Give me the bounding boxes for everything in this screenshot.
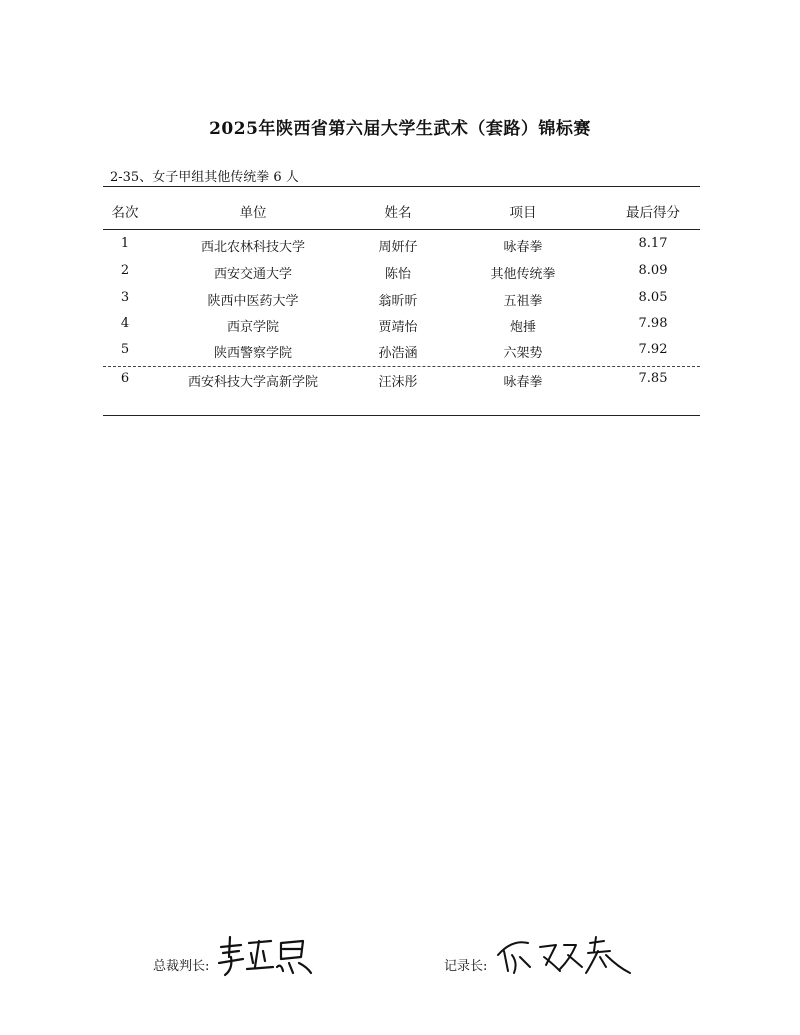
row-unit: 陕西警察学院 bbox=[213, 346, 293, 361]
row-rank: 5 bbox=[120, 342, 130, 357]
row-name: 翁昕昕 bbox=[378, 294, 418, 309]
row-unit: 陕西中医药大学 bbox=[207, 294, 299, 309]
row-rank: 3 bbox=[120, 290, 130, 305]
row-item: 炮捶 bbox=[509, 320, 537, 335]
row-item: 其他传统拳 bbox=[490, 267, 556, 282]
row-score: 8.17 bbox=[638, 236, 668, 251]
qualification-divider bbox=[103, 366, 700, 367]
row-item: 咏春拳 bbox=[503, 375, 543, 390]
row-rank: 2 bbox=[120, 263, 130, 278]
page-title: 2025年陕西省第六届大学生武术（套路）锦标赛 bbox=[209, 119, 591, 139]
recorder-label: 记录长: bbox=[444, 959, 488, 974]
table-row bbox=[103, 290, 700, 310]
table-top-rule bbox=[103, 186, 700, 187]
event-title: 2-35、女子甲组其他传统拳 6 人 bbox=[110, 170, 299, 185]
row-rank: 1 bbox=[120, 236, 130, 251]
header-item: 项目 bbox=[509, 205, 537, 221]
chief-referee-signature bbox=[215, 933, 315, 979]
row-name: 孙浩涵 bbox=[378, 346, 418, 361]
header-score: 最后得分 bbox=[626, 205, 680, 221]
row-score: 7.85 bbox=[638, 371, 668, 386]
row-unit: 西安交通大学 bbox=[213, 267, 293, 282]
row-score: 7.98 bbox=[638, 316, 668, 331]
header-name: 姓名 bbox=[384, 205, 412, 221]
row-unit: 西北农林科技大学 bbox=[200, 240, 306, 255]
row-rank: 4 bbox=[120, 316, 130, 331]
row-score: 8.09 bbox=[638, 263, 668, 278]
row-unit: 西京学院 bbox=[226, 320, 280, 335]
row-rank: 6 bbox=[120, 371, 130, 386]
row-item: 五祖拳 bbox=[503, 294, 543, 309]
table-bottom-rule bbox=[103, 415, 700, 416]
row-name: 周妍仔 bbox=[378, 240, 418, 255]
chief-referee-label: 总裁判长: bbox=[153, 959, 210, 974]
header-rank: 名次 bbox=[111, 205, 139, 221]
table-header bbox=[103, 201, 700, 221]
row-name: 陈怡 bbox=[384, 267, 412, 282]
row-score: 8.05 bbox=[638, 290, 668, 305]
table-row bbox=[103, 316, 700, 336]
table-row bbox=[103, 371, 700, 391]
row-name: 贾靖怡 bbox=[378, 320, 418, 335]
header-unit: 单位 bbox=[239, 205, 267, 221]
table-row bbox=[103, 236, 700, 256]
table-row bbox=[103, 263, 700, 283]
table-header-rule bbox=[103, 229, 700, 230]
row-name: 汪沫彤 bbox=[378, 375, 418, 390]
row-item: 六架势 bbox=[503, 346, 543, 361]
table-row bbox=[103, 342, 700, 362]
row-unit: 西安科技大学高新学院 bbox=[187, 375, 319, 390]
recorder-signature bbox=[494, 933, 634, 979]
row-item: 咏春拳 bbox=[503, 240, 543, 255]
row-score: 7.92 bbox=[638, 342, 668, 357]
